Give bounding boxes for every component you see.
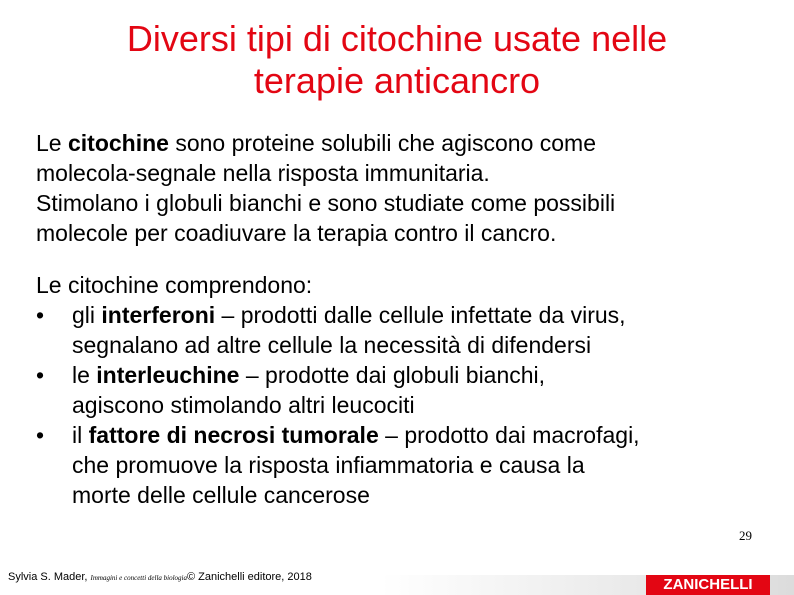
list-item — [36, 300, 786, 360]
list-intro: Le citochine comprendono: — [36, 272, 313, 298]
intro-line-4: molecole per coadiuvare la terapia contro il cancro. — [36, 220, 557, 246]
intro-paragraph — [36, 128, 776, 248]
page-number: 29 — [739, 528, 752, 543]
bullet-list — [36, 300, 786, 510]
list-item-line-2: agiscono stimolando altri leucociti — [72, 392, 415, 418]
list-item-post: – prodotto dai macrofagi, — [378, 422, 640, 448]
list-item-line-1 — [72, 300, 786, 330]
list-item-line-2: che promuove la risposta infiammatoria e causa la — [72, 452, 585, 478]
list-item-post: – prodotte dai globuli bianchi, — [239, 362, 546, 388]
intro-line-1 — [36, 128, 776, 158]
intro-line-1-post: sono proteine solubili che agiscono come — [168, 130, 596, 156]
list-item-line-2: segnalano ad altre cellule la necessità di difendersi — [72, 332, 592, 358]
intro-line-1-pre: Le — [36, 130, 68, 156]
list-item — [36, 360, 786, 420]
bullet-icon: • — [36, 362, 45, 388]
list-item-post: – prodotti dalle cellule infettate da virus, — [215, 302, 626, 328]
footer-author: Sylvia S. Mader, — [8, 571, 91, 583]
footer-book-title: Immagini e concetti della biologia — [90, 574, 187, 582]
list-item — [36, 420, 786, 510]
footer-publisher: © Zanichelli editore, 2018 — [186, 571, 312, 583]
slide-title — [20, 18, 774, 102]
list-item-term: interferoni — [101, 302, 216, 328]
intro-line-2: molecola-segnale nella risposta immunitaria. — [36, 160, 490, 186]
bullet-icon: • — [36, 422, 45, 448]
zanichelli-logo: ZANICHELLI — [646, 575, 770, 595]
title-line-2: terapie anticancro — [253, 60, 541, 101]
list-item-term: fattore di necrosi tumorale — [88, 422, 379, 448]
list-item-line-1 — [72, 360, 786, 390]
title-line-1: Diversi tipi di citochine usate nelle — [126, 18, 668, 59]
list-item-term: interleuchine — [96, 362, 240, 388]
intro-term-citochine: citochine — [67, 130, 169, 156]
footer-credit — [8, 571, 312, 583]
list-item-line-1 — [72, 420, 786, 450]
list-item-line-3: morte delle cellule cancerose — [72, 482, 370, 508]
list-item-pre: gli — [72, 302, 102, 328]
list-item-pre: le — [72, 362, 97, 388]
list-item-pre: il — [72, 422, 89, 448]
intro-line-3: Stimolano i globuli bianchi e sono studiate come possibili — [36, 190, 616, 216]
bullet-icon: • — [36, 302, 45, 328]
